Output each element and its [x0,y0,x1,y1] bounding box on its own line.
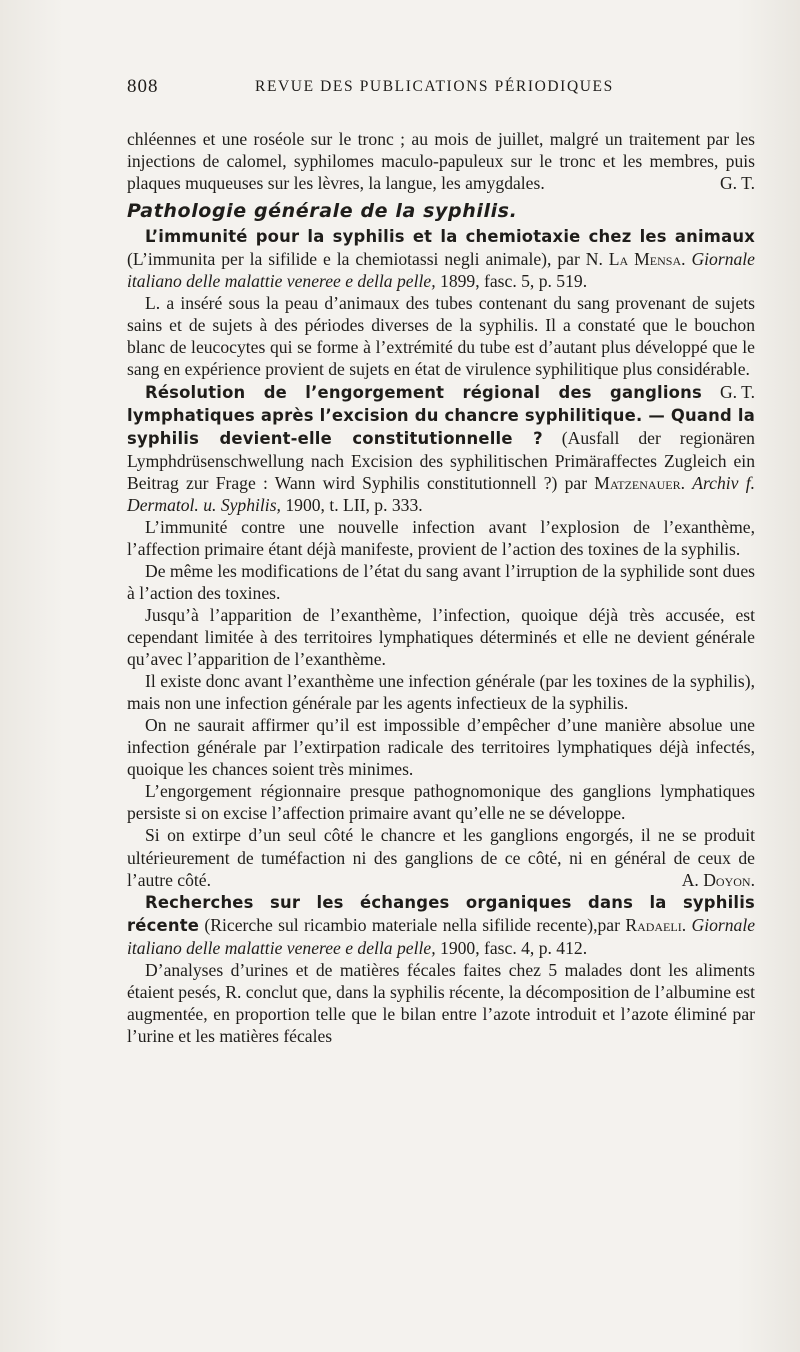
article3-journal: Giornale italiano delle malattie veneree e della pelle, [127,914,756,958]
article1-journal: Giornale italiano delle malattie veneree e della pelle, [127,249,755,292]
intro-signature: G. T. [719,173,755,194]
article2-paragraph: L’engorgement régionnaire presque pathognomonique des ganglions lymphatiques persiste si on excise l’affection primaire avant qu’elle ne se développe. [127,781,755,824]
article2-paragraph: De même les modifications de l’état du sang avant l’irruption de la syphilide sont dues à l’action des toxines. [127,560,755,603]
article1-body: L. a inséré sous la peau d’animaux des tubes contenant du sang provenant de sujets sains et de sujets à des périodes diverses de la syphilis. Il a constaté que le bouchon blanc de leucocytes qui se forme à l’extrémité du tube est d’autant plus développé que le sang en expérience provient de sujets en état de virulence syphilitique plus considérable. [127,293,755,380]
article2-paragraph: Jusqu’à l’apparition de l’exanthème, l’infection, quoique déjà très accusée, est cependant limitée à des territoires lymphatiques déterminés et elle ne devient générale qu’avec l’apparition de l’exanthème. [127,604,755,670]
article2-title: Résolution de l’engorgement régional des ganglions lymphatiques après l’excision du chancre syphilitique. — Quand la syphilis devient-elle constitutionnelle ? [127,382,755,448]
article3-ref: 1900, fasc. 4, p. 412. [440,937,588,958]
article1-author-prefix: N. [585,249,603,270]
article1-subtitle: (L’immunita per la sifilide e la chemiotassi negli animale), par [127,249,580,270]
article2-heading [127,381,755,516]
article3-title: Recherches sur les échanges organiques dans la syphilis récente [127,892,755,935]
article3-author: Radaeli. [625,914,687,935]
article2-subtitle: (Ausfall der regionären Lymphdrüsenschwellung nach Excision des syphilitischen Primäraffectes Zugleich ein Beitrag zur Frage : Wann wird Syphilis constitutionnell ?) par [127,427,755,493]
article2-author: Matzenauer. [594,472,685,493]
article2-ref: 1900, t. LII, p. 333. [285,494,423,515]
article1-title: L’immunité pour la syphilis et la chemiotaxie chez les animaux [145,227,755,247]
article2-paragraph: Il existe donc avant l’exanthème une infection générale (par les toxines de la syphilis), mais non une infection générale par les agents infectieux de la syphilis. [127,671,755,714]
intro-text: chléennes et une roséole sur le tronc ; au mois de juillet, malgré un traitement par les injections de calomel, syphilomes maculo-papuleux sur le tronc et les membres, puis plaques muqueuses sur les lèvres, la langue, les amygdales. [127,129,755,194]
article2-paragraph: L’immunité contre une nouvelle infection avant l’explosion de l’exanthème, l’affection primaire étant déjà manifeste, provient de l’action des toxines de la syphilis. [127,516,755,559]
article3-body: D’analyses d’urines et de matières fécales faites chez 5 malades dont les aliments étaient pesés, R. conclut que, dans la syphilis récente, la décomposition de l’albumine est augmentée, en proportion telle que le bilan entre l’azote introduit et l’azote éliminé par l’urine et les matières fécales [127,959,755,1046]
article2-signature: A. Doyon. [681,869,755,890]
article1-heading [127,225,755,292]
running-title: REVUE DES PUBLICATIONS PÉRIODIQUES [255,78,614,95]
article2-journal: Archiv f. Dermatol. u. Syphilis, [127,472,755,515]
article1-signature: G. T. [719,381,755,402]
article2-last-paragraph [127,824,755,890]
section-title: Pathologie générale de la syphilis. [127,200,518,223]
article2-paragraph: On ne saurait affirmer qu’il est impossible d’empêcher d’une manière absolue une infection générale par l’extirpation radicale des territoires lymphatiques déjà infectés, quoique les chances soient très minimes. [127,715,755,780]
article3-heading [127,891,755,959]
page-number: 808 [127,76,159,97]
intro-paragraph [127,128,755,194]
body-text [127,128,755,1047]
article1-ref: 1899, fasc. 5, p. 519. [440,271,588,292]
article3-subtitle: (Ricerche sul ricambio materiale nella sifilide recente),par [204,914,620,935]
article1-body-paragraph [127,292,755,402]
article1-author: La Mensa. [608,249,686,270]
article2-paragraph: Si on extirpe d’un seul côté le chancre et les ganglions engorgés, il ne se produit ultérieurement de tuméfaction ni des ganglions de ce côté, ni en général de ceux de l’autre côté. [127,825,755,890]
